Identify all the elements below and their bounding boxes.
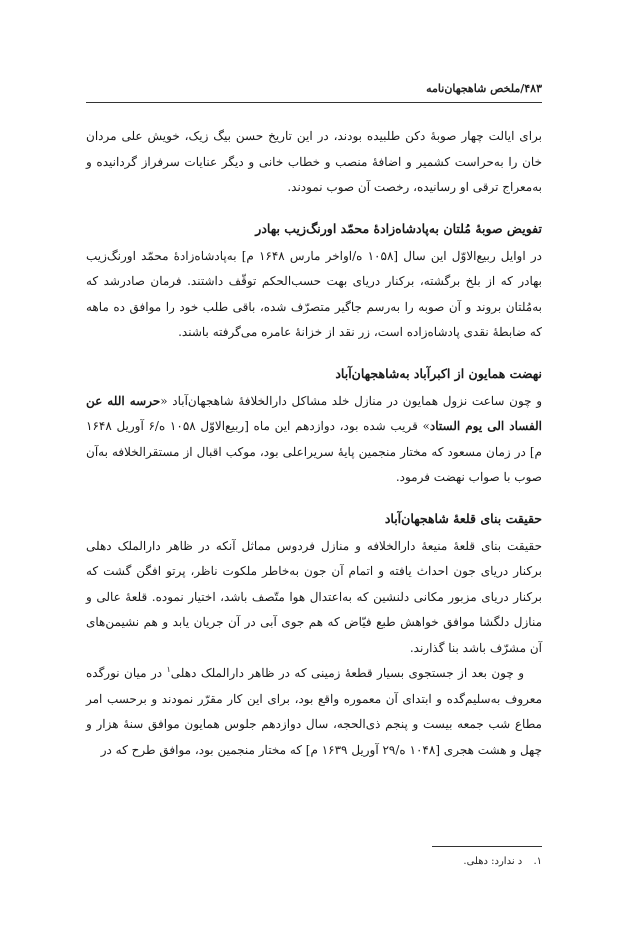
paragraph-1: برای ایالت چهار صوبهٔ دکن طلبیده بودند، در این تاریخ حسن بیگ زیک، خویش علی مردان خان را به‌حراست کشمیر و اضافهٔ منصب و خطاب خانی و دیگر عنایات سرفراز گردانیده و به‌معراج ترقی او رسانیده، رخصت آن صوب نمودند. <box>86 129 542 194</box>
paragraph-4: حقیقت بنای قلعهٔ منیعهٔ دارالخلافه و منازل فردوس مماثل آنکه در ظاهر دارالملک دهلی برکنار دریای جون احداث یافته و اتمام آن جون به‌خاطر ملکوت ناظر، پرتو افگن گشت که برکنار دریای مزبور مکانی دلنشین که به‌اعتدال هوا متّصف باشد، اختیار نموده. قلعهٔ عالی و منازل دلگشا موافق خواهش طبع فیّاض که هم جوی آبی در آن جریان یابد و هم نشیمن‌های آن مشرّف باشد بنا گذارند. <box>86 538 543 655</box>
paragraph-5-start: و چون بعد از جستجوی بسیار قطعهٔ زمینی که در ظاهر دارالملک دهلی <box>170 666 524 680</box>
page-body <box>86 124 542 763</box>
paragraph-5-end: در میان نورگده معروف به‌سلیم‌گده و ابتدای آن معموره واقع بود، برای این کار مقرّر نمودند و برحسب امر مطاع شب جمعه بیست و پنجم ذی‌الحجه، سال دوازدهم جلوس همایون موافق سنهٔ هزار و چهل و هشت هجری [۱۰۴۸ ه/۲۹ آوریل ۱۶۳۹ م] که مختار منجمین بود، موافق طرح که در <box>86 666 542 757</box>
paragraph-3 <box>86 389 542 491</box>
paragraph-2: در اوایل ربیع‌الاوّل این سال [۱۰۵۸ ه/اواخر مارس ۱۶۴۸ م] به‌پادشاه‌زادهٔ محمّد اورنگ‌زیب بهادر که از بلخ برگشته، برکنار دریای بهت حسب‌الحکم توقّف داشتند. فرمان صادرشد که به‌مُلتان بروند و آن صوبه را به‌رسم جاگیر متصرّف شده، باقی طلب خود را موافق ده ماهه که ضابطهٔ نقدی پادشاه‌زاده است، زر نقد از خزانهٔ عامره می‌گرفته باشند. <box>86 248 542 339</box>
footnote-text: د ندارد: دهلی. <box>463 856 523 867</box>
paragraph-5 <box>86 661 542 763</box>
paragraph-3-start: و چون ساعت نزول همایون در منازل خلد مشاکل دارالخلافهٔ شاهجهان‌آباد « <box>160 393 543 408</box>
paragraph-3-bold-phrase: حرسه الله عن الفساد الی یوم الستاد <box>86 393 543 433</box>
section-heading-multan: تفویض صوبهٔ مُلتان به‌پادشاه‌زادهٔ محمّد اورنگ‌زیب بهادر <box>255 220 542 236</box>
section-heading-departure: نهضت همایون از اکبرآباد به‌شاهجهان‌آباد <box>335 365 542 381</box>
document-page <box>86 74 542 934</box>
footnote-rule <box>432 846 542 847</box>
paragraph-3-end: » قریب شده بود، دوازدهم این ماه [ربیع‌الاوّل ۱۰۵۸ ه/۶ آوریل ۱۶۴۸ م] در زمان مسعود که مختار منجمین پایهٔ سریراعلی بود، موکب اقبال از مستقرالخلافه به‌آن صوب با صواب نهضت فرمود. <box>86 419 542 484</box>
header-rule <box>86 102 542 103</box>
footnote-number: ۱. <box>533 856 542 867</box>
footnote <box>463 856 542 867</box>
section-heading-fort: حقیقت بنای قلعهٔ شاهجهان‌آباد <box>384 510 542 526</box>
running-header: ۴۸۳/ملخص شاهجهان‌نامه <box>426 82 542 95</box>
footnote-reference: ۱ <box>166 665 171 674</box>
